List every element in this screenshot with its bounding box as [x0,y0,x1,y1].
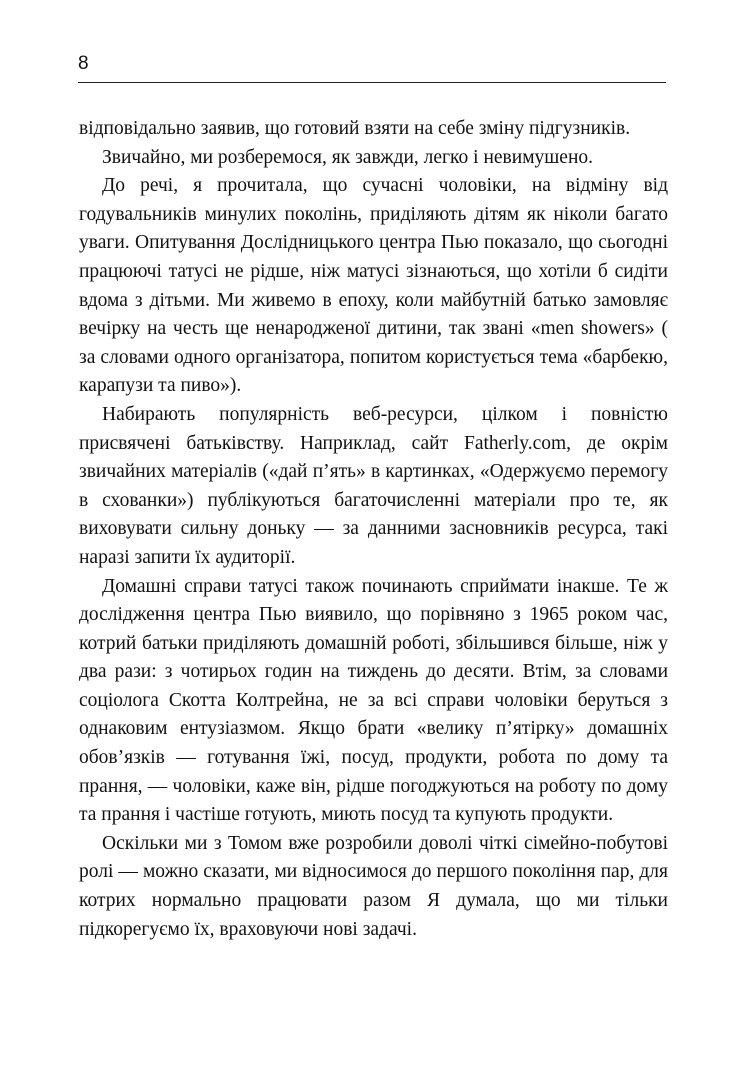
paragraph: Звичайно, ми розберемося, як завжди, легко і невимушено. [102,146,594,168]
header-rule [78,82,666,83]
paragraph: Оскільки ми з Томом вже розробили доволі чіткі сімейно-побутові ролі — можно сказати, ми відносимося до першого покоління пар, для котрих нормально працювати разом Я думала, що ми тільки підкорегуємо їх, враховуючи нові задачі. [79,832,668,940]
paragraph: До речі, я прочитала, що сучасні чоловіки, на відміну від годувальників минулих поколінь, приділяють дітям як ніколи багато уваги. Опитування Дослідницького центра Пью показало, що сьогодні працюючі татусі не рідше, ніж матусі зізнаються, що хотіли б сидіти вдома з дітьми. Ми живемо в епоху, коли майбутній батько замовляє вечірку на честь ще ненародженої дитини, так звані «men showers» ( за словами одного організатора, попитом користується тема «барбекю, карапузи та пиво»). [79,175,668,397]
page-number: 8 [78,53,89,74]
paragraph: Домашні справи татусі також починають сприймати інакше. Те ж дослідження центра Пью виявило, що порівняно з 1965 роком час, котрий батьки приділяють домашній роботі, збільшився більше, ніж у два рази: з чотирьох годин на тиждень до десяти. Втім, за словами соціолога Скотта Колтрейна, не за всі справи чоловіки беруться з однаковим ентузіазмом. Якщо брати «велику п’ятірку» домашніх обов’язків — готування їжі, посуд, продукти, робота по дому та прання, — чоловіки, каже він, рідше погоджуються на роботу по дому та прання і частіше готують, миють посуд та купують продукти. [79,575,668,826]
body-text [79,115,668,944]
paragraph: Набирають популярність веб-ресурси, цілком і повністю присвячені батьківству. Наприклад, сайт Fatherly.com, де окрім звичайних матеріалів («дай п’ять» в картинках, «Одержуємо перемогу в схованки») публікуються багаточисленні матеріали про те, як виховувати сильну доньку — за данними засновників ресурса, такі наразі запити їх аудиторії. [79,403,668,568]
paragraph-continuation: відповідально заявив, що готовий взяти на себе зміну підгузників. [79,118,631,139]
